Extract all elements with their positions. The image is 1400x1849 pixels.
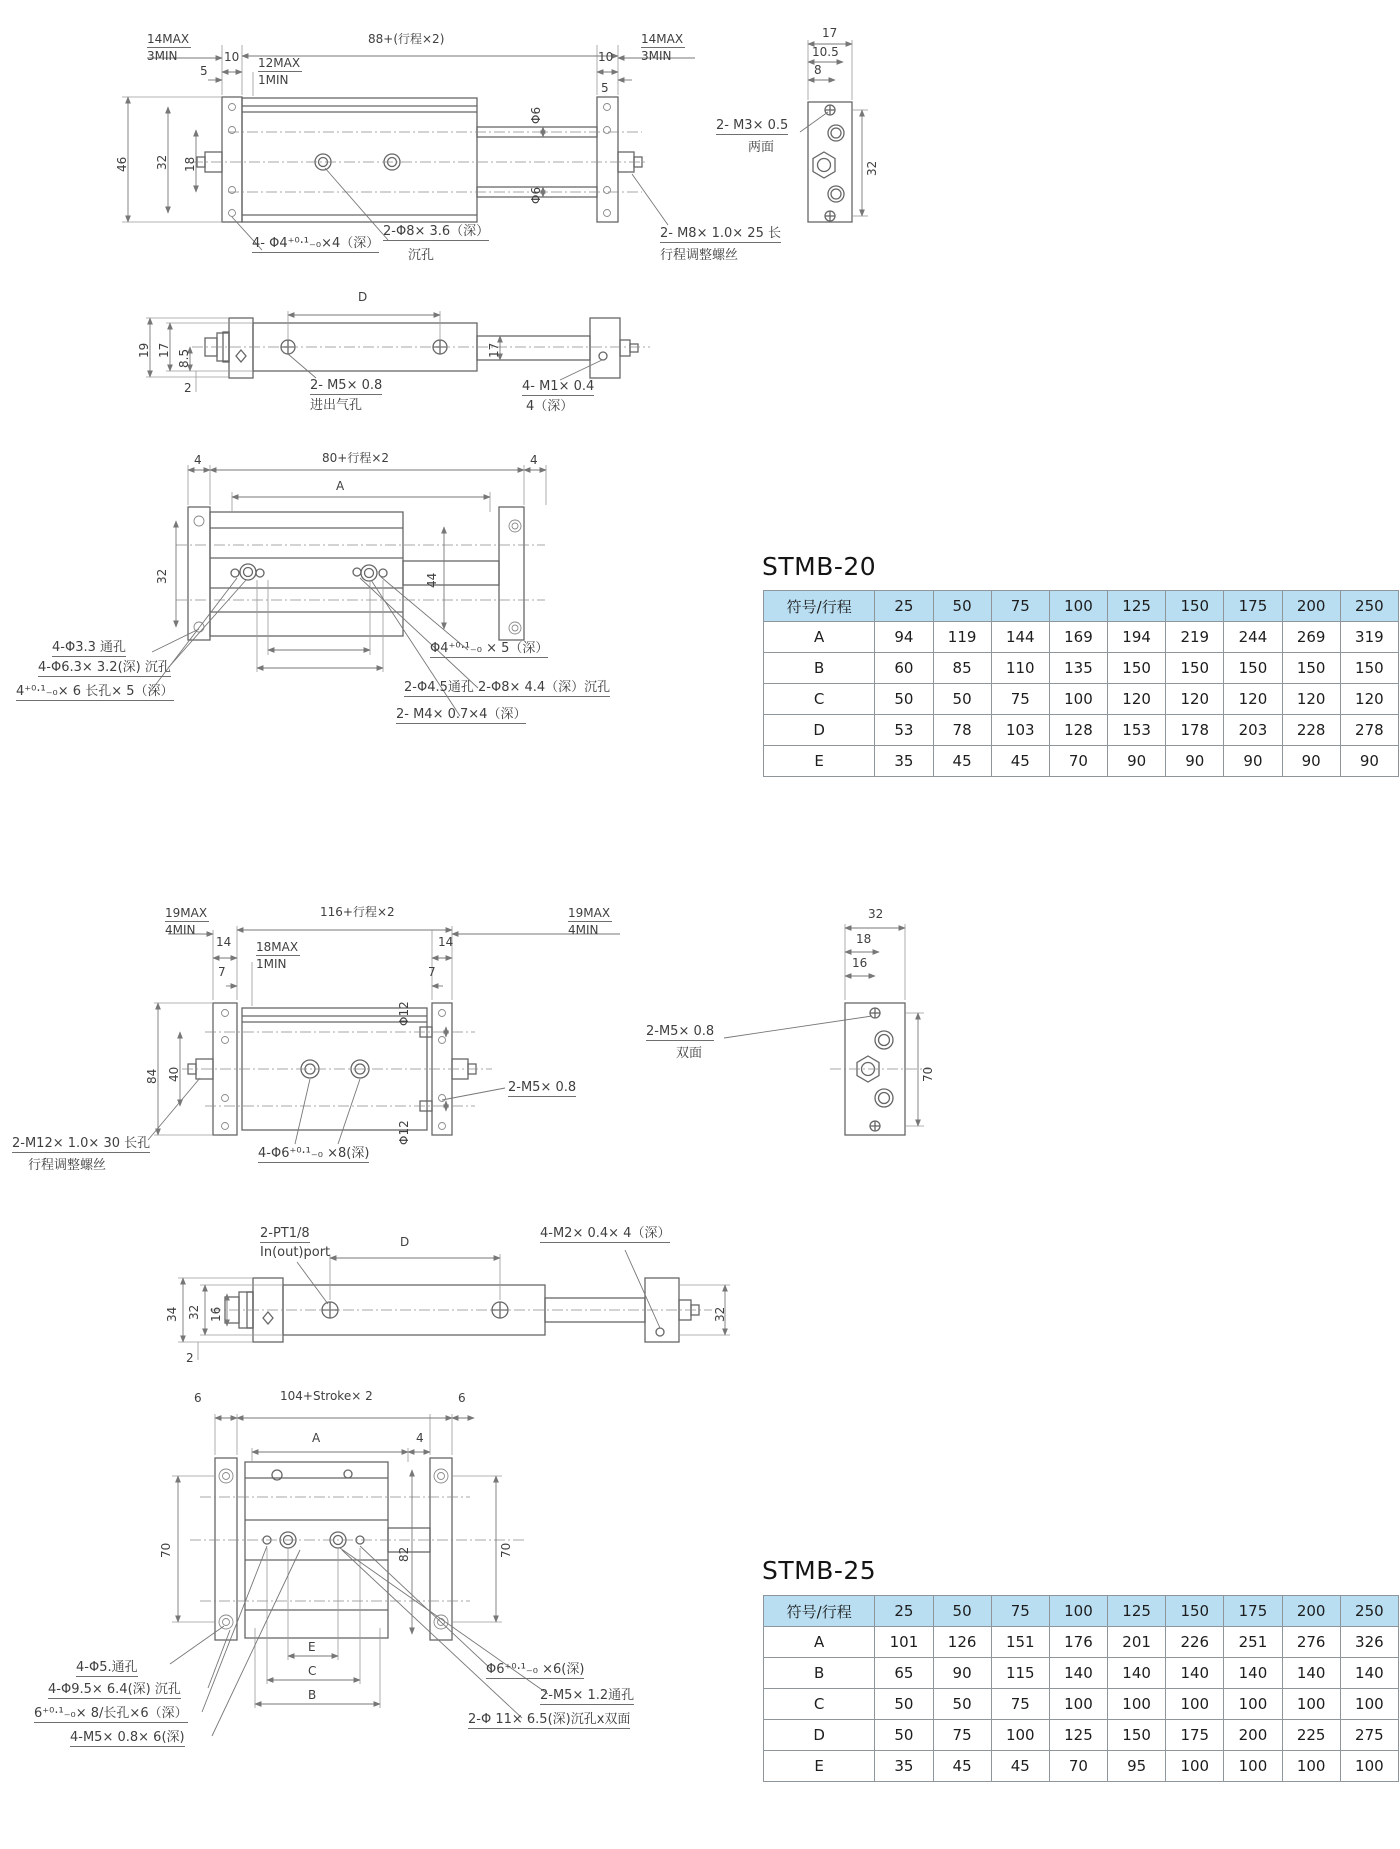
dimension-value-cell: 53 <box>875 715 933 746</box>
table-row <box>764 1689 1399 1720</box>
label-counterbore-4xphi4: 4- Φ4⁺⁰·¹₋₀×4（深） <box>252 236 380 251</box>
label-counterbore-2xphi8: 2-Φ8× 3.6（深） <box>383 224 490 239</box>
label-stroke-adjust-screw-cn: 行程调整螺丝 <box>28 1158 107 1173</box>
dimension-value-cell: 175 <box>1166 1720 1224 1751</box>
dim-5-right: 5 <box>601 81 609 95</box>
stroke-column-header: 150 <box>1166 1596 1224 1627</box>
dimension-value-cell: 275 <box>1340 1720 1398 1751</box>
dimension-value-cell: 85 <box>933 653 991 684</box>
dimension-value-cell: 120 <box>1224 684 1282 715</box>
dim-32: 32 <box>868 907 884 921</box>
symbol-stroke-header: 符号/行程 <box>764 591 875 622</box>
dim-max: 19MAX <box>568 906 611 920</box>
dimension-value-cell: 150 <box>1224 653 1282 684</box>
row-symbol-label: D <box>764 715 875 746</box>
dimension-value-cell: 120 <box>1340 684 1398 715</box>
dim-34: 34 <box>165 1306 179 1322</box>
dim-2: 2 <box>186 1351 194 1365</box>
label-4-m1: 4- M1× 0.4 <box>522 379 595 394</box>
dimension-value-cell: 90 <box>1340 746 1398 777</box>
label-stroke-adjust-screw: 2- M8× 1.0× 25 长 <box>660 226 781 241</box>
dim-overall: 80+行程×2 <box>322 451 390 465</box>
dim-7-right: 7 <box>428 965 436 979</box>
label-2-m5: 2-M5× 0.8 <box>646 1024 715 1039</box>
row-symbol-label: C <box>764 684 875 715</box>
dimension-value-cell: 100 <box>1340 1751 1398 1782</box>
stroke-column-header: 250 <box>1340 591 1398 622</box>
dimension-value-cell: 35 <box>875 1751 933 1782</box>
stroke-column-header: 175 <box>1224 1596 1282 1627</box>
stroke-column-header: 75 <box>991 591 1049 622</box>
label-counterbore-2xphi8-cn: 沉孔 <box>408 248 435 263</box>
dimension-value-cell: 50 <box>875 1720 933 1751</box>
label-2-m3: 2- M3× 0.5 <box>716 118 789 133</box>
row-symbol-label: A <box>764 1627 875 1658</box>
dimension-value-cell: 90 <box>933 1658 991 1689</box>
dimension-value-cell: 101 <box>875 1627 933 1658</box>
dim-10-5: 10.5 <box>812 45 839 59</box>
dimension-value-cell: 115 <box>991 1658 1049 1689</box>
dimension-value-cell: 125 <box>1049 1720 1107 1751</box>
table-row <box>764 1658 1399 1689</box>
dimension-value-cell: 244 <box>1224 622 1282 653</box>
dimension-value-cell: 150 <box>1108 1720 1166 1751</box>
label-2-m5-through: 2-M5× 1.2通孔 <box>540 1688 635 1703</box>
dim-max: 12MAX <box>258 56 301 70</box>
dimension-value-cell: 153 <box>1108 715 1166 746</box>
dimension-value-cell: 100 <box>1166 1751 1224 1782</box>
dim-7-left: 7 <box>218 965 226 979</box>
stroke-column-header: 250 <box>1340 1596 1398 1627</box>
table-row <box>764 1751 1399 1782</box>
dimension-value-cell: 100 <box>1340 1689 1398 1720</box>
dimension-value-cell: 326 <box>1340 1627 1398 1658</box>
dimension-value-cell: 120 <box>1166 684 1224 715</box>
dimension-value-cell: 194 <box>1108 622 1166 653</box>
dim-8-5: 8.5 <box>177 348 191 368</box>
dim-rod-dia-bottom: Φ6 <box>529 186 543 204</box>
symbol-stroke-header: 符号/行程 <box>764 1596 875 1627</box>
label-counterbore: 4-Φ9.5× 6.4(深) 沉孔 <box>48 1682 181 1697</box>
table-row <box>764 1720 1399 1751</box>
dim-E: E <box>308 1640 316 1654</box>
label-2-m5: 2-M5× 0.8 <box>508 1080 577 1095</box>
row-symbol-label: E <box>764 1751 875 1782</box>
dim-18: 18 <box>183 156 197 172</box>
label-slot: 6⁺⁰·¹₋₀× 8/长孔×6（深） <box>34 1706 188 1721</box>
dim-14-right: 14 <box>438 935 454 949</box>
dim-16: 16 <box>852 956 868 970</box>
dimension-value-cell: 60 <box>875 653 933 684</box>
dim-cushion <box>256 940 300 971</box>
dimension-value-cell: 251 <box>1224 1627 1282 1658</box>
stroke-column-header: 200 <box>1282 1596 1340 1627</box>
label-slot: 4⁺⁰·¹₋₀× 6 长孔× 5（深） <box>16 684 174 699</box>
table-row <box>764 746 1399 777</box>
label-stroke-adjust-screw: 2-M12× 1.0× 30 长孔 <box>12 1136 151 1151</box>
dim-min: 3MIN <box>641 49 672 63</box>
dimension-value-cell: 100 <box>1282 1751 1340 1782</box>
dim-stroke-adjust-left <box>147 32 191 63</box>
row-symbol-label: B <box>764 653 875 684</box>
label-counterbore: 4-Φ6.3× 3.2(深) 沉孔 <box>38 660 171 675</box>
label-both-sides: 两面 <box>748 140 775 155</box>
stroke-column-header: 100 <box>1049 1596 1107 1627</box>
dim-max: 18MAX <box>256 940 299 954</box>
label-pin-hole: Φ6⁺⁰·¹₋₀ ×6(深) <box>486 1662 585 1677</box>
dimension-value-cell: 151 <box>991 1627 1049 1658</box>
table-row <box>764 684 1399 715</box>
dim-70-left: 70 <box>159 1542 173 1558</box>
dim-cushion <box>258 56 302 87</box>
stroke-column-header: 50 <box>933 1596 991 1627</box>
dimension-value-cell: 126 <box>933 1627 991 1658</box>
dimension-value-cell: 75 <box>933 1720 991 1751</box>
dim-A: A <box>336 479 345 493</box>
dim-16: 16 <box>209 1306 223 1322</box>
dimension-value-cell: 65 <box>875 1658 933 1689</box>
dimension-value-cell: 203 <box>1224 715 1282 746</box>
dimension-value-cell: 45 <box>933 746 991 777</box>
table-header-row <box>764 1596 1399 1627</box>
dim-4-left: 4 <box>194 453 202 467</box>
dimension-value-cell: 45 <box>991 1751 1049 1782</box>
dimension-value-cell: 90 <box>1108 746 1166 777</box>
label-pt-port-en: In(out)port <box>260 1245 331 1260</box>
dim-D: D <box>358 290 368 304</box>
dim-min: 4MIN <box>568 923 599 937</box>
dim-32: 32 <box>865 160 879 176</box>
label-stroke-adjust-screw-cn: 行程调整螺丝 <box>660 248 739 263</box>
stroke-column-header: 125 <box>1108 591 1166 622</box>
dimension-value-cell: 94 <box>875 622 933 653</box>
stmb25-dimension-table <box>763 1595 1399 1782</box>
stmb20-title: STMB-20 <box>762 552 877 581</box>
dim-14-left: 14 <box>216 935 232 949</box>
dimension-value-cell: 78 <box>933 715 991 746</box>
row-symbol-label: B <box>764 1658 875 1689</box>
row-symbol-label: D <box>764 1720 875 1751</box>
dimension-value-cell: 169 <box>1049 622 1107 653</box>
dim-min: 4MIN <box>165 923 196 937</box>
dim-A: A <box>312 1431 321 1445</box>
dim-B: B <box>308 1688 317 1702</box>
stroke-column-header: 175 <box>1224 591 1282 622</box>
dimension-value-cell: 178 <box>1166 715 1224 746</box>
dimension-value-cell: 150 <box>1108 653 1166 684</box>
dim-C: C <box>308 1664 317 1678</box>
dimension-value-cell: 75 <box>991 1689 1049 1720</box>
dimension-value-cell: 219 <box>1166 622 1224 653</box>
label-4-m1-depth: 4（深） <box>526 399 574 414</box>
dimension-value-cell: 100 <box>1282 1689 1340 1720</box>
dimension-value-cell: 120 <box>1108 684 1166 715</box>
dimension-value-cell: 110 <box>991 653 1049 684</box>
dim-rod-dia-top: Φ6 <box>529 106 543 124</box>
dim-stroke-adjust-right <box>641 32 685 63</box>
dimension-value-cell: 200 <box>1224 1720 1282 1751</box>
dimension-value-cell: 225 <box>1282 1720 1340 1751</box>
label-both-sides: 双面 <box>676 1046 703 1061</box>
table-row <box>764 715 1399 746</box>
label-2-m4: 2- M4× 0.7×4（深） <box>396 707 527 722</box>
dimension-value-cell: 95 <box>1108 1751 1166 1782</box>
dim-17: 17 <box>822 26 838 40</box>
label-through-holes: 4-Φ5.通孔 <box>76 1660 138 1675</box>
stroke-column-header: 25 <box>875 591 933 622</box>
dimension-value-cell: 45 <box>933 1751 991 1782</box>
dim-44: 44 <box>425 572 439 588</box>
dimension-value-cell: 75 <box>991 684 1049 715</box>
dimension-value-cell: 140 <box>1166 1658 1224 1689</box>
dimension-value-cell: 140 <box>1108 1658 1166 1689</box>
label-air-port: 2- M5× 0.8 <box>310 378 383 393</box>
dimension-value-cell: 100 <box>991 1720 1049 1751</box>
dim-min: 1MIN <box>256 957 287 971</box>
dimension-value-cell: 120 <box>1282 684 1340 715</box>
dim-8: 8 <box>814 63 822 77</box>
dimension-value-cell: 119 <box>933 622 991 653</box>
dim-max: 19MAX <box>165 906 208 920</box>
table-row <box>764 653 1399 684</box>
dimension-value-cell: 100 <box>1224 1689 1282 1720</box>
dim-82: 82 <box>397 1546 411 1562</box>
dimension-value-cell: 140 <box>1224 1658 1282 1689</box>
label-4-m2: 4-M2× 0.4× 4（深） <box>540 1226 671 1241</box>
dim-84: 84 <box>145 1068 159 1084</box>
label-counterbore-both-sides: 2-Φ 11× 6.5(深)沉孔x双面 <box>468 1712 631 1727</box>
stroke-column-header: 125 <box>1108 1596 1166 1627</box>
dimension-value-cell: 228 <box>1282 715 1340 746</box>
stmb25-title: STMB-25 <box>762 1556 877 1585</box>
dim-32-right: 32 <box>713 1306 727 1322</box>
dimension-value-cell: 278 <box>1340 715 1398 746</box>
dimension-value-cell: 226 <box>1166 1627 1224 1658</box>
table-header-row <box>764 591 1399 622</box>
stroke-column-header: 100 <box>1049 591 1107 622</box>
dim-rod-dia-top: Φ12 <box>397 1001 411 1026</box>
dimension-value-cell: 319 <box>1340 622 1398 653</box>
dim-5: 5 <box>200 64 208 78</box>
stmb20-dimension-table <box>763 590 1399 777</box>
dim-4: 4 <box>416 1431 424 1445</box>
dim-17-right: 17 <box>487 342 501 358</box>
label-through-counterbore: 2-Φ4.5通孔 2-Φ8× 4.4（深）沉孔 <box>404 680 611 695</box>
dimension-value-cell: 140 <box>1340 1658 1398 1689</box>
dimension-value-cell: 144 <box>991 622 1049 653</box>
label-counterbore: 4-Φ6⁺⁰·¹₋₀ ×8(深) <box>258 1146 370 1161</box>
row-symbol-label: A <box>764 622 875 653</box>
stroke-column-header: 75 <box>991 1596 1049 1627</box>
dimension-value-cell: 269 <box>1282 622 1340 653</box>
stroke-column-header: 150 <box>1166 591 1224 622</box>
dim-stroke-adjust-left <box>165 906 209 937</box>
label-through-holes: 4-Φ3.3 通孔 <box>52 640 127 655</box>
dim-max: 14MAX <box>147 32 190 46</box>
dimension-value-cell: 50 <box>933 1689 991 1720</box>
dim-70-right: 70 <box>499 1542 513 1558</box>
label-pin-hole: Φ4⁺⁰·¹₋₀ × 5（深） <box>430 641 549 656</box>
dimension-value-cell: 90 <box>1224 746 1282 777</box>
dimension-value-cell: 90 <box>1166 746 1224 777</box>
dimension-value-cell: 70 <box>1049 746 1107 777</box>
dim-10-right: 10 <box>598 50 614 64</box>
dim-D: D <box>400 1235 410 1249</box>
dimension-value-cell: 140 <box>1282 1658 1340 1689</box>
dim-32: 32 <box>155 154 169 170</box>
dimension-value-cell: 135 <box>1049 653 1107 684</box>
label-air-port-cn: 进出气孔 <box>310 398 363 413</box>
dimension-value-cell: 150 <box>1340 653 1398 684</box>
dim-stroke-adjust-right <box>568 906 612 937</box>
dim-46: 46 <box>115 156 129 172</box>
dim-overall: 104+Stroke× 2 <box>280 1389 373 1403</box>
table-row <box>764 622 1399 653</box>
dimension-value-cell: 100 <box>1049 684 1107 715</box>
dimension-value-cell: 201 <box>1108 1627 1166 1658</box>
dim-32: 32 <box>155 568 169 584</box>
dim-4-right: 4 <box>530 453 538 467</box>
dim-2: 2 <box>184 381 192 395</box>
row-symbol-label: E <box>764 746 875 777</box>
dimension-value-cell: 100 <box>1108 1689 1166 1720</box>
row-symbol-label: C <box>764 1689 875 1720</box>
dimension-value-cell: 176 <box>1049 1627 1107 1658</box>
dimension-value-cell: 100 <box>1166 1689 1224 1720</box>
dim-overall-length: 88+(行程×2) <box>368 32 445 46</box>
dim-min: 1MIN <box>258 73 289 87</box>
dim-overall-length: 116+行程×2 <box>320 905 395 919</box>
dim-40: 40 <box>167 1066 181 1082</box>
dimension-value-cell: 100 <box>1224 1751 1282 1782</box>
dimension-value-cell: 128 <box>1049 715 1107 746</box>
dim-19: 19 <box>137 342 151 358</box>
dimension-value-cell: 70 <box>1049 1751 1107 1782</box>
dimension-value-cell: 150 <box>1282 653 1340 684</box>
dimension-value-cell: 90 <box>1282 746 1340 777</box>
dim-rod-dia-bottom: Φ12 <box>397 1120 411 1145</box>
dim-17-left: 17 <box>157 342 171 358</box>
dimension-value-cell: 50 <box>875 1689 933 1720</box>
dim-18: 18 <box>856 932 872 946</box>
dimension-value-cell: 140 <box>1049 1658 1107 1689</box>
stroke-column-header: 50 <box>933 591 991 622</box>
stroke-column-header: 200 <box>1282 591 1340 622</box>
dimension-value-cell: 276 <box>1282 1627 1340 1658</box>
table-row <box>764 1627 1399 1658</box>
dim-10: 10 <box>224 50 240 64</box>
dim-32-left: 32 <box>187 1304 201 1320</box>
dimension-value-cell: 50 <box>933 684 991 715</box>
dim-70: 70 <box>921 1066 935 1082</box>
label-4-m5: 4-M5× 0.8× 6(深) <box>70 1730 185 1745</box>
dim-6-right: 6 <box>458 1391 466 1405</box>
dimension-value-cell: 150 <box>1166 653 1224 684</box>
dimension-value-cell: 45 <box>991 746 1049 777</box>
dimension-value-cell: 35 <box>875 746 933 777</box>
dimension-value-cell: 103 <box>991 715 1049 746</box>
dim-max: 14MAX <box>641 32 684 46</box>
dimension-value-cell: 50 <box>875 684 933 715</box>
label-pt-port: 2-PT1/8 <box>260 1226 310 1241</box>
dim-6-left: 6 <box>194 1391 202 1405</box>
dimension-value-cell: 100 <box>1049 1689 1107 1720</box>
stroke-column-header: 25 <box>875 1596 933 1627</box>
dim-min: 3MIN <box>147 49 178 63</box>
